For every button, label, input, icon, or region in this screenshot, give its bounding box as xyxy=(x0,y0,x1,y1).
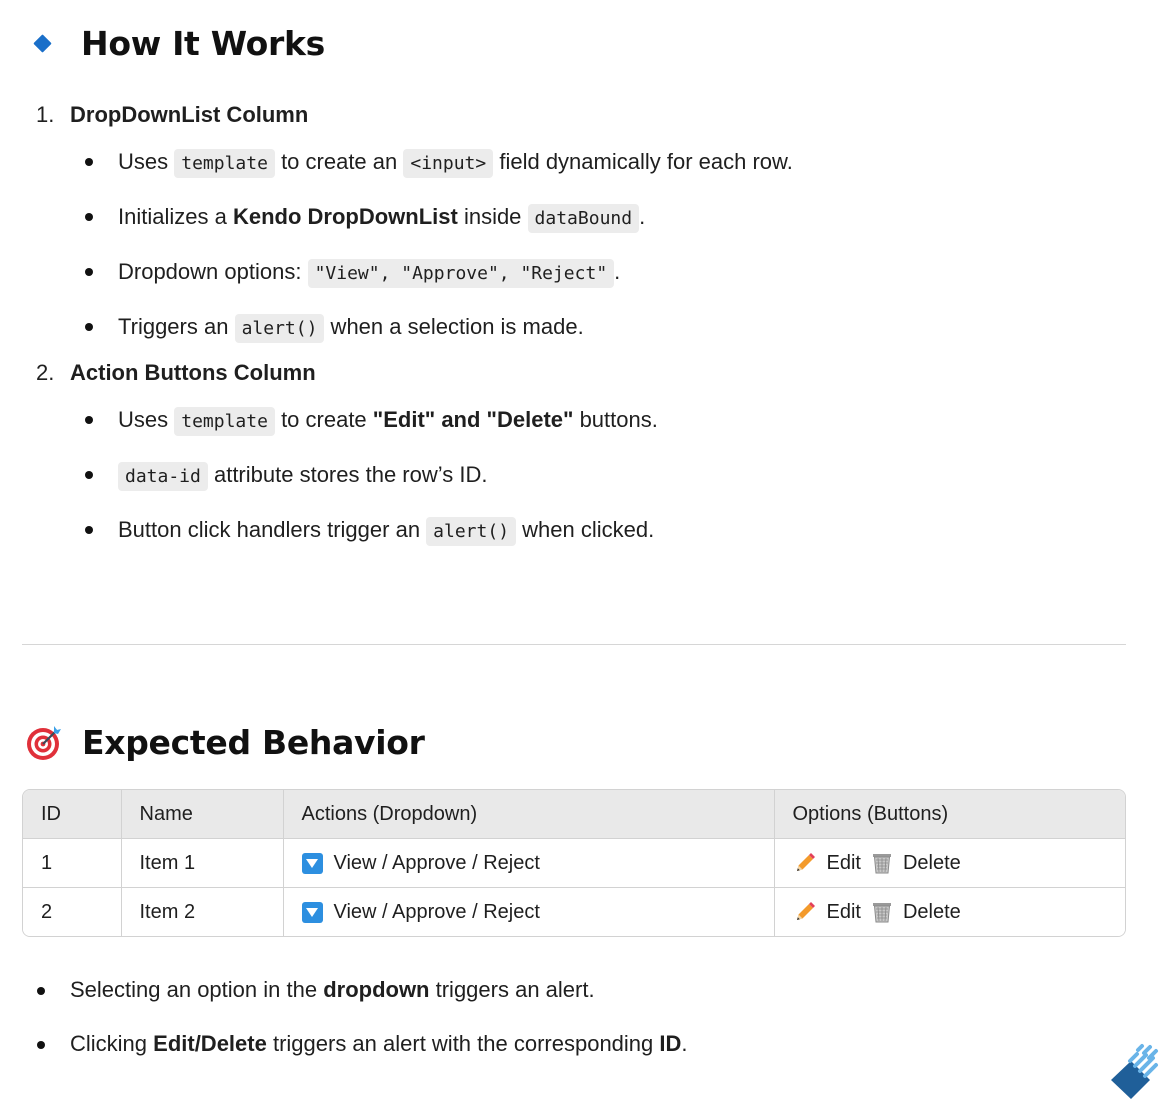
bold-text: ID xyxy=(659,1031,682,1056)
cell-actions xyxy=(283,888,774,937)
list-item xyxy=(22,1017,1102,1071)
edit-button-label: Edit xyxy=(826,851,861,874)
text-segment: Triggers an xyxy=(118,314,235,339)
pencil-icon xyxy=(793,900,817,924)
step-title-text: Action Buttons Column xyxy=(70,360,316,385)
inline-code: dataBound xyxy=(528,204,640,233)
table-header-row xyxy=(23,790,1125,839)
list-item xyxy=(34,502,1114,557)
delete-button[interactable] xyxy=(871,851,961,875)
step-bullets xyxy=(34,392,1114,557)
cell-actions xyxy=(283,839,774,888)
list-item xyxy=(22,963,1102,1017)
column-header-name: Name xyxy=(121,790,283,839)
inline-code: alert() xyxy=(426,517,516,546)
diamond-icon xyxy=(33,34,51,52)
pencil-icon xyxy=(793,851,817,875)
inline-code: <input> xyxy=(403,149,493,178)
delete-button[interactable] xyxy=(871,900,961,924)
inline-code: "View", "Approve", "Reject" xyxy=(308,259,615,288)
text-segment: Clicking xyxy=(70,1031,154,1056)
behavior-table xyxy=(22,789,1126,937)
bullet-dot xyxy=(85,213,93,221)
text-segment: to create xyxy=(274,407,373,432)
text-segment: . xyxy=(639,204,646,229)
edit-button-label: Edit xyxy=(826,900,861,923)
text-segment: Dropdown options: xyxy=(118,259,308,284)
column-header-options: Options (Buttons) xyxy=(774,790,1125,839)
bold-text: "Edit" and "Delete" xyxy=(372,407,574,432)
step-number: 2. xyxy=(36,360,55,385)
text-segment: when a selection is made. xyxy=(324,314,584,339)
target-icon xyxy=(24,722,64,762)
bullet-dot xyxy=(85,268,93,276)
dropdown-arrow-icon[interactable] xyxy=(302,902,323,923)
cell-options xyxy=(774,839,1125,888)
section-expected-behavior-heading xyxy=(24,722,425,762)
cell-name: Item 2 xyxy=(121,888,283,937)
step-item xyxy=(34,96,1114,354)
delete-button-label: Delete xyxy=(902,900,961,923)
cell-id: 1 xyxy=(23,839,121,888)
step-bullets xyxy=(34,134,1114,354)
text-segment: Initializes a xyxy=(118,204,233,229)
text-segment: Uses xyxy=(118,149,175,174)
dropdown-options-text[interactable]: View / Approve / Reject xyxy=(333,900,540,923)
text-segment: . xyxy=(681,1031,688,1056)
text-segment: Selecting an option in the xyxy=(70,977,324,1002)
step-title-text: DropDownList Column xyxy=(70,102,309,127)
horizontal-divider xyxy=(22,644,1126,645)
column-header-actions: Actions (Dropdown) xyxy=(283,790,774,839)
text-segment: buttons. xyxy=(573,407,658,432)
bold-text: Kendo DropDownList xyxy=(232,204,458,229)
step-item xyxy=(34,354,1114,557)
steps-list xyxy=(34,96,1114,557)
text-segment: field dynamically for each row. xyxy=(493,149,793,174)
behavior-notes-list xyxy=(22,963,1102,1071)
section-how-it-works-heading xyxy=(36,24,325,63)
list-item xyxy=(34,134,1114,189)
step-title xyxy=(34,354,1114,392)
list-item xyxy=(34,189,1114,244)
table-row xyxy=(23,888,1125,937)
bold-text: dropdown xyxy=(323,977,430,1002)
text-segment: attribute stores the row’s ID. xyxy=(207,462,488,487)
bullet-dot xyxy=(37,987,45,995)
list-item xyxy=(34,244,1114,299)
inline-code: data-id xyxy=(118,462,208,491)
text-segment: to create an xyxy=(274,149,404,174)
cell-id: 2 xyxy=(23,888,121,937)
bullet-dot xyxy=(85,323,93,331)
bullet-dot xyxy=(85,526,93,534)
list-item xyxy=(34,447,1114,502)
text-segment: Uses xyxy=(118,407,175,432)
column-header-id: ID xyxy=(23,790,121,839)
bullet-dot xyxy=(85,416,93,424)
diamond-logo-icon xyxy=(1108,1036,1162,1100)
inline-code: alert() xyxy=(235,314,325,343)
text-segment: . xyxy=(614,259,621,284)
inline-code: template xyxy=(174,149,275,178)
section-title: Expected Behavior xyxy=(82,722,425,762)
bold-text: Edit/Delete xyxy=(153,1031,267,1056)
step-title xyxy=(34,96,1114,134)
text-segment: Button click handlers trigger an xyxy=(118,517,427,542)
list-item xyxy=(34,392,1114,447)
inline-code: template xyxy=(174,407,275,436)
edit-button[interactable] xyxy=(793,851,861,875)
text-segment: triggers an alert with the corresponding xyxy=(266,1031,660,1056)
wastebasket-icon xyxy=(871,851,893,875)
bullet-dot xyxy=(85,471,93,479)
text-segment: inside xyxy=(457,204,528,229)
section-title: How It Works xyxy=(81,24,325,63)
table-row xyxy=(23,839,1125,888)
text-segment: triggers an alert. xyxy=(429,977,595,1002)
dropdown-options-text[interactable]: View / Approve / Reject xyxy=(333,851,540,874)
list-item xyxy=(34,299,1114,354)
bullet-dot xyxy=(37,1041,45,1049)
step-number: 1. xyxy=(36,102,55,127)
dropdown-arrow-icon[interactable] xyxy=(302,853,323,874)
cell-name: Item 1 xyxy=(121,839,283,888)
text-segment: when clicked. xyxy=(516,517,655,542)
wastebasket-icon xyxy=(871,900,893,924)
bullet-dot xyxy=(85,158,93,166)
edit-button[interactable] xyxy=(793,900,861,924)
delete-button-label: Delete xyxy=(902,851,961,874)
cell-options xyxy=(774,888,1125,937)
